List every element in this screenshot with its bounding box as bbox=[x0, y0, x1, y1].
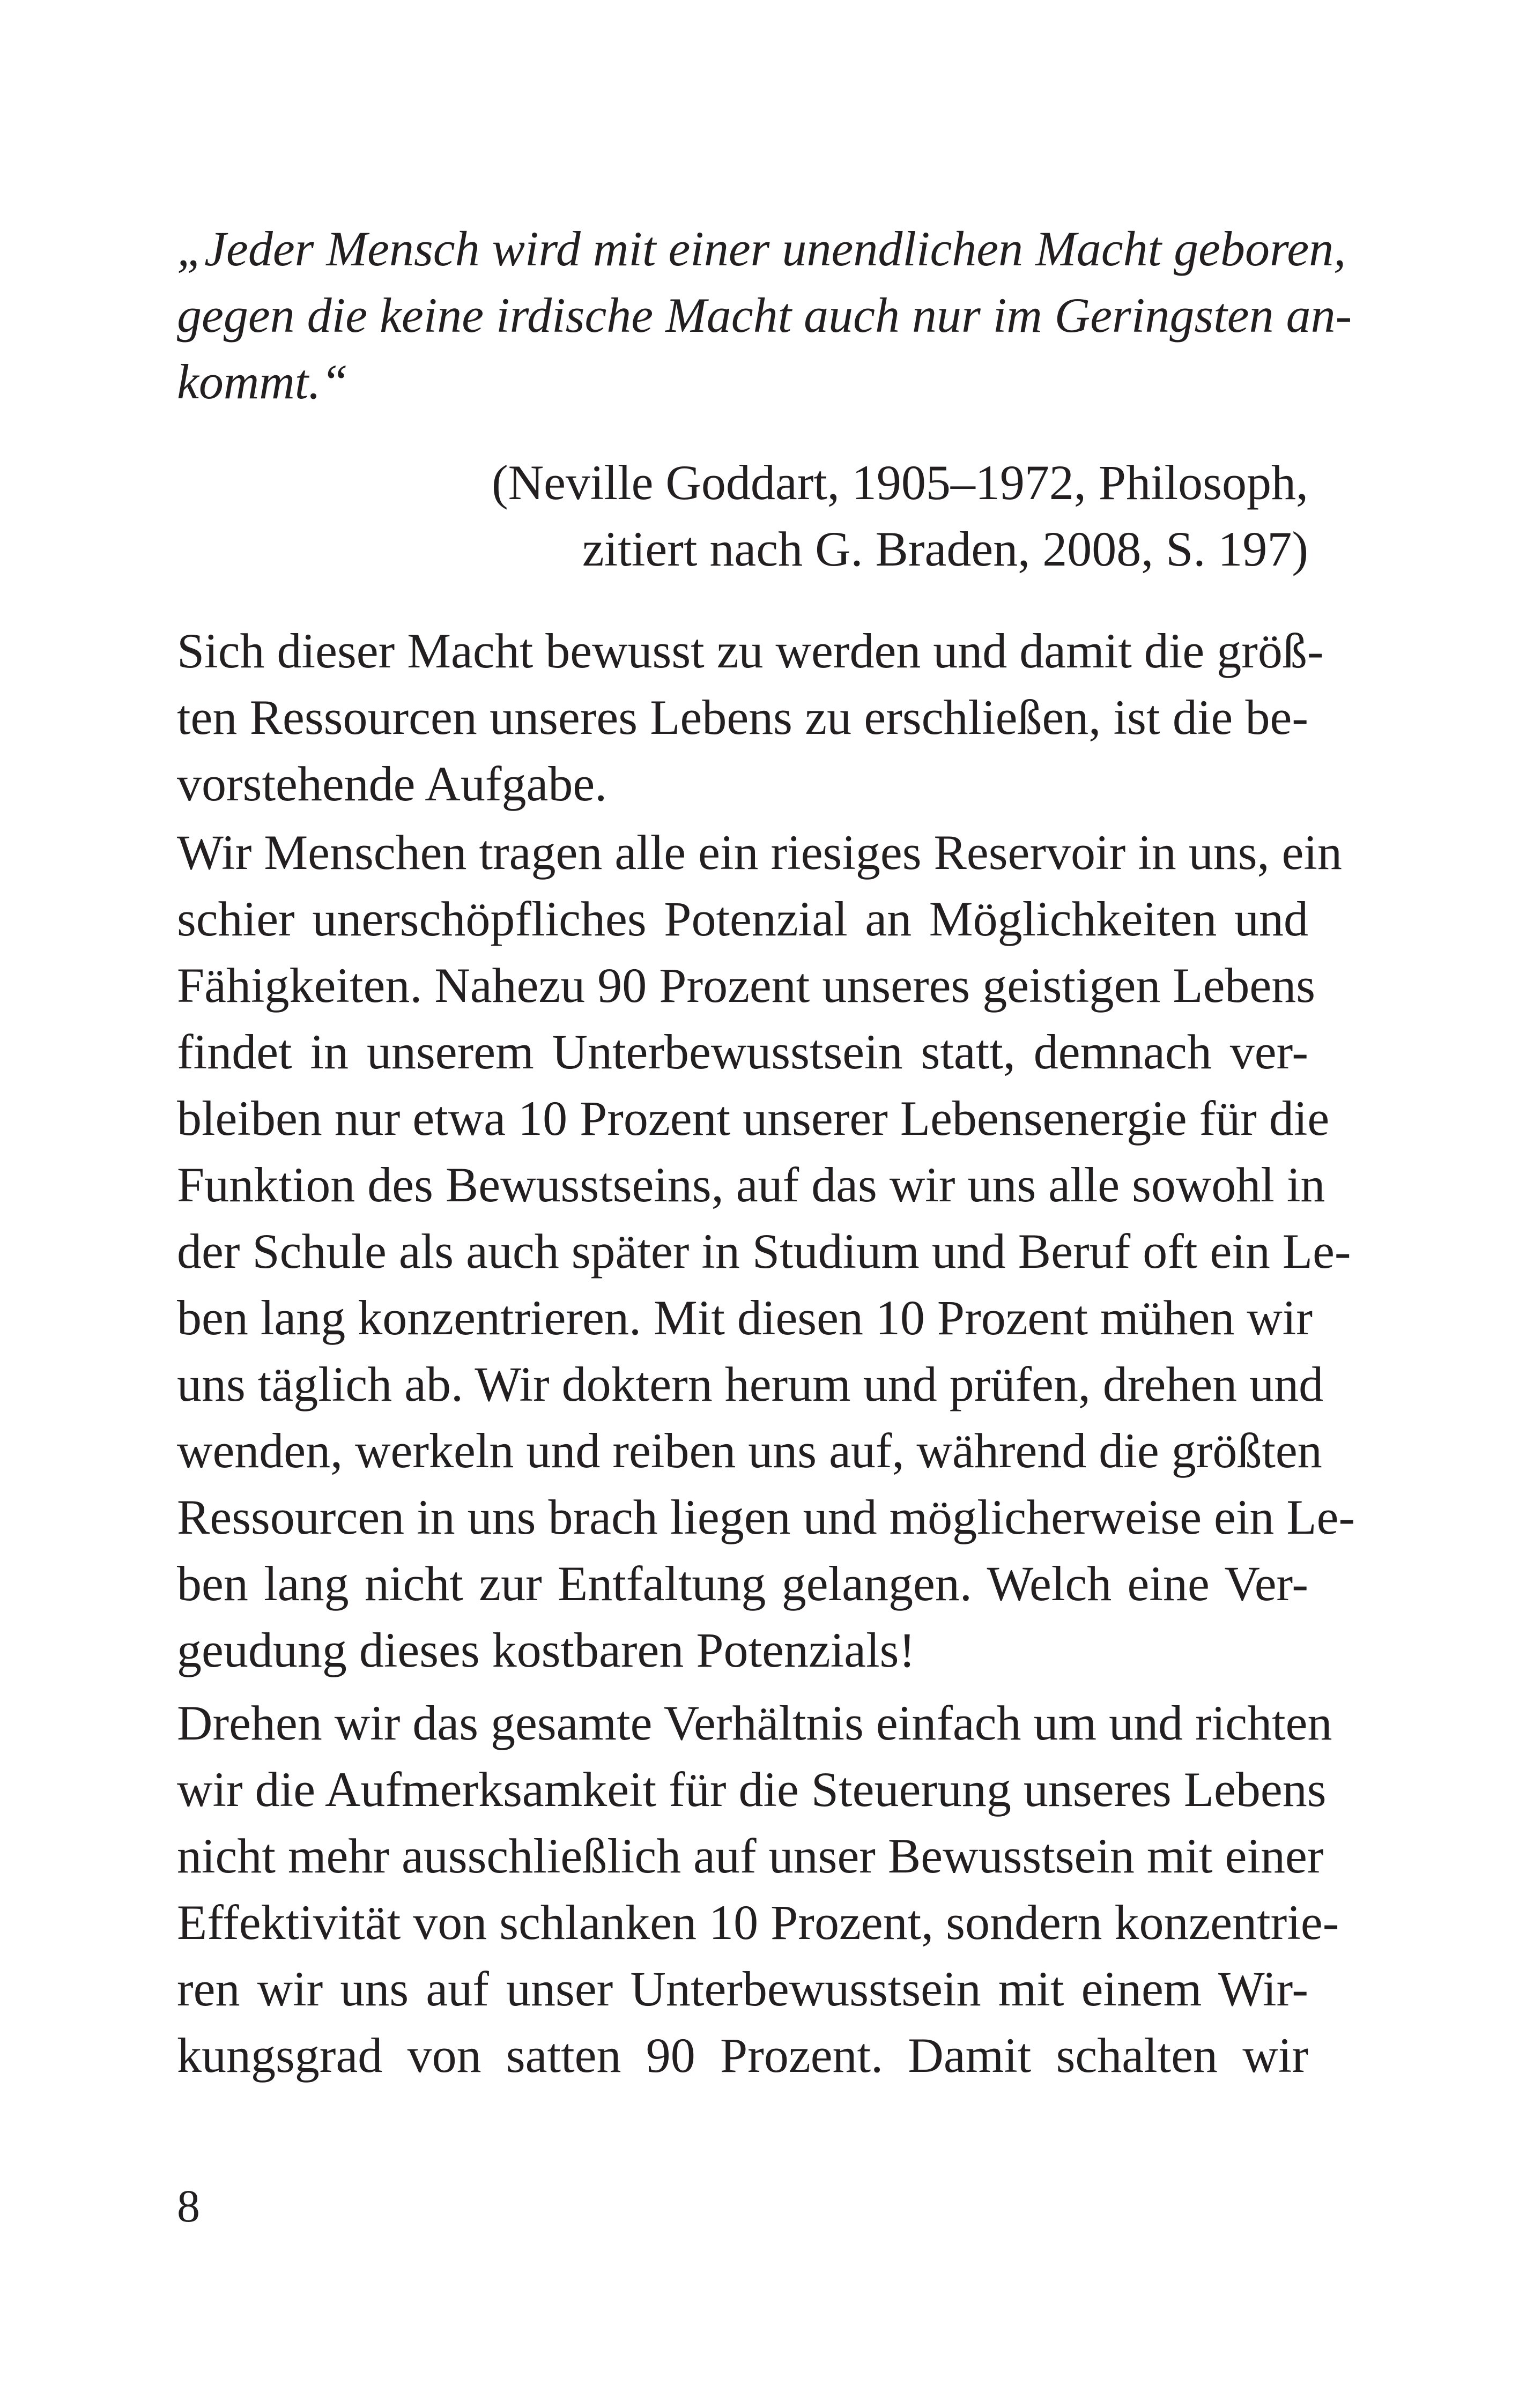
paragraph-line: uns täglich ab. Wir doktern herum und prüfen, drehen und bbox=[177, 1357, 1324, 1411]
paragraph-line: ren wir uns auf unser Unterbewusstsein mit einem Wir- bbox=[177, 1961, 1308, 2016]
paragraph-line: Drehen wir das gesamte Verhältnis einfach um und richten bbox=[177, 1696, 1332, 1750]
epigraph-line: gegen die keine irdische Macht auch nur im Geringsten an- bbox=[177, 288, 1352, 343]
page-number: 8 bbox=[177, 2180, 200, 2232]
paragraph-line: der Schule als auch später in Studium und Beruf oft ein Le- bbox=[177, 1224, 1351, 1279]
paragraph-line: geudung dieses kostbaren Potenzials! bbox=[177, 1623, 916, 1677]
paragraph-line: ben lang konzentrieren. Mit diesen 10 Prozent mühen wir bbox=[177, 1290, 1313, 1345]
paragraph-line: findet in unserem Unterbewusstsein statt, demnach ver- bbox=[177, 1024, 1308, 1079]
paragraph-line: schier unerschöpfliches Potenzial an Möglichkeiten und bbox=[177, 891, 1308, 946]
paragraph-line: ben lang nicht zur Entfaltung gelangen. Welch eine Ver- bbox=[177, 1556, 1308, 1611]
epigraph-citation bbox=[177, 449, 1308, 582]
paragraph-2 bbox=[177, 819, 1355, 1683]
citation-line: (Neville Goddart, 1905–1972, Philosoph, bbox=[492, 455, 1308, 510]
paragraph-line: Ressourcen in uns brach liegen und möglicherweise ein Le- bbox=[177, 1490, 1355, 1544]
paragraph-line: ten Ressourcen unseres Lebens zu erschließen, ist die be- bbox=[177, 690, 1308, 745]
epigraph-line: „Jeder Mensch wird mit einer unendlichen Macht geboren, bbox=[177, 221, 1346, 276]
epigraph-line: kommt.“ bbox=[177, 354, 349, 409]
epigraph-quote bbox=[177, 215, 1352, 415]
paragraph-line: wenden, werkeln und reiben uns auf, während die größten bbox=[177, 1423, 1322, 1478]
paragraph-1 bbox=[177, 618, 1324, 817]
paragraph-line: Sich dieser Macht bewusst zu werden und damit die größ- bbox=[177, 623, 1324, 678]
citation-line: zitiert nach G. Braden, 2008, S. 197) bbox=[582, 522, 1308, 576]
paragraph-line: Wir Menschen tragen alle ein riesiges Reservoir in uns, ein bbox=[177, 825, 1342, 880]
paragraph-line: nicht mehr ausschließlich auf unser Bewusstsein mit einer bbox=[177, 1829, 1324, 1883]
paragraph-line: kungsgrad von satten 90 Prozent. Damit schalten wir bbox=[177, 2028, 1308, 2083]
paragraph-line: Funktion des Bewusstseins, auf das wir uns alle sowohl in bbox=[177, 1157, 1325, 1212]
paragraph-3 bbox=[177, 1690, 1339, 2089]
paragraph-line: vorstehende Aufgabe. bbox=[177, 756, 607, 811]
paragraph-line: Fähigkeiten. Nahezu 90 Prozent unseres geistigen Lebens bbox=[177, 958, 1316, 1013]
paragraph-line: wir die Aufmerksamkeit für die Steuerung unseres Lebens bbox=[177, 1762, 1327, 1817]
paragraph-line: bleiben nur etwa 10 Prozent unserer Lebensenergie für die bbox=[177, 1091, 1330, 1146]
paragraph-line: Effektivität von schlanken 10 Prozent, sondern konzentrie- bbox=[177, 1895, 1339, 1950]
